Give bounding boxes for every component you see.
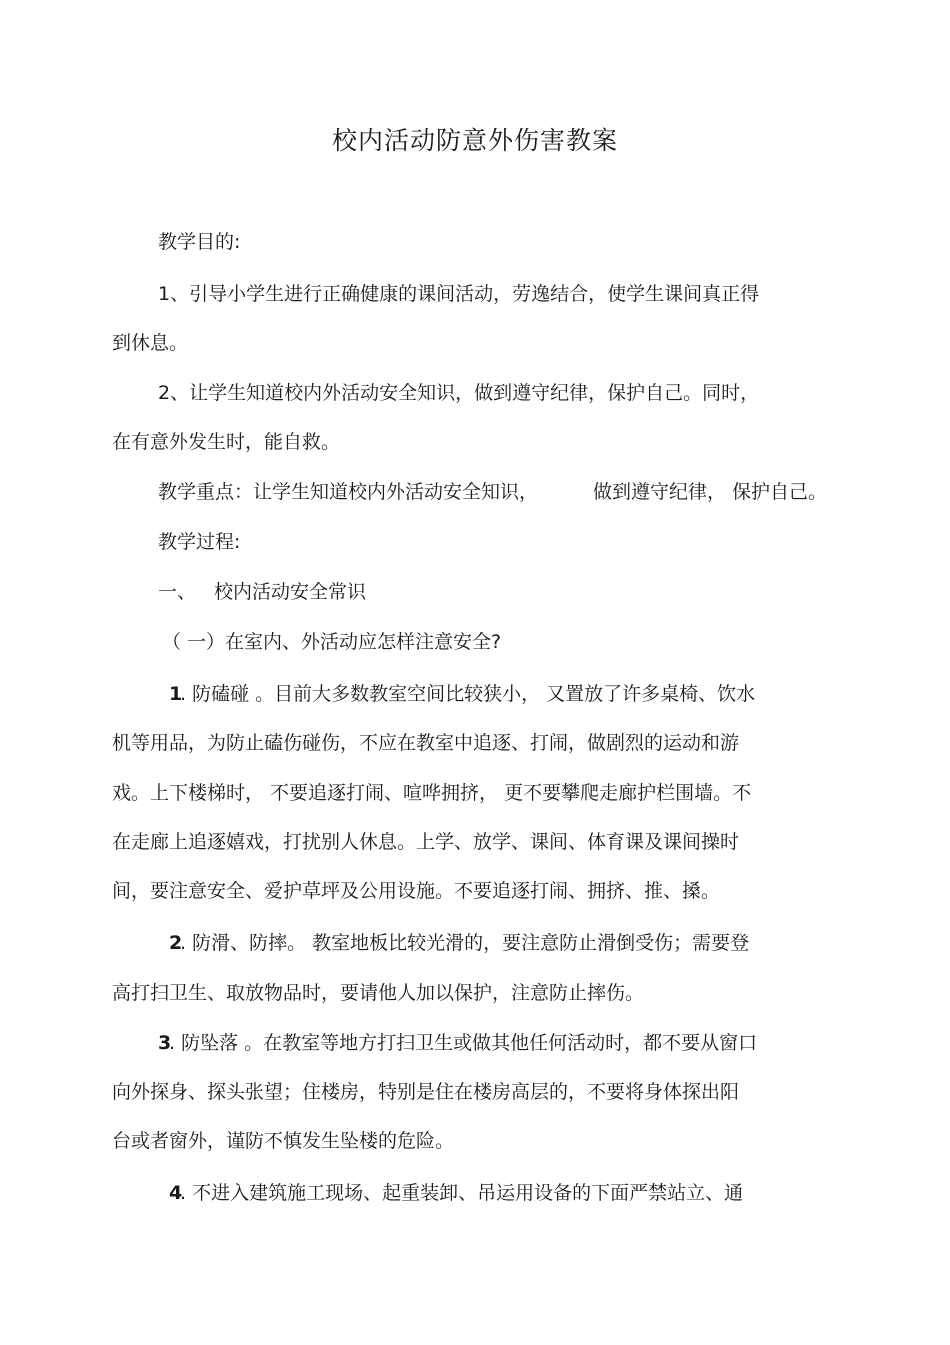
subsection-heading: （ 一）在室内、外活动应怎样注意安全? bbox=[162, 631, 502, 653]
paragraph-line: 到休息。 bbox=[112, 332, 189, 354]
paragraph-line: 机等用品，为防止磕伤碰伤，不应在教室中追逐、打闹，做剧烈的运动和游 bbox=[112, 732, 740, 754]
paragraph-line: 台或者窗外，谨防不慎发生坠楼的危险。 bbox=[112, 1130, 455, 1152]
item-number: 4 bbox=[169, 1182, 183, 1204]
paragraph-line: 做到遵守纪律， 保护自己。 bbox=[593, 481, 828, 503]
paragraph-line: . 防坠落 。在教室等地方打扫卫生或做其他任何活动时，都不要从窗口 bbox=[169, 1032, 758, 1054]
paragraph-line: 1、引导小学生进行正确健康的课间活动，劳逸结合，使学生课间真正得 bbox=[158, 283, 760, 305]
paragraph-line: 在有意外发生时，能自救。 bbox=[112, 431, 341, 453]
paragraph-line: . 防磕碰 。目前大多数教室空间比较狭小， 又置放了许多桌椅、饮水 bbox=[180, 683, 756, 705]
heading-number: 一、 bbox=[158, 581, 197, 603]
paragraph-line: 2、让学生知道校内外活动安全知识，做到遵守纪律，保护自己。同时， bbox=[158, 382, 760, 404]
paragraph-line: 间，要注意安全、爱护草坪及公用设施。不要追逐打闹、拥挤、推、搡。 bbox=[112, 880, 721, 902]
paragraph-line: 高打扫卫生、取放物品时，要请他人加以保护，注意防止摔伤。 bbox=[112, 982, 645, 1004]
item-number: 1 bbox=[169, 683, 183, 705]
section-heading: 校内活动安全常识 bbox=[214, 581, 367, 603]
paragraph-line: 向外探身、探头张望；住楼房，特别是住在楼房高层的，不要将身体探出阳 bbox=[112, 1081, 740, 1103]
item-number: 2 bbox=[169, 932, 183, 954]
section-label-objectives: 教学目的: bbox=[158, 231, 241, 253]
paragraph-line: . 不进入建筑施工现场、起重装卸、吊运用设备的下面严禁站立、通 bbox=[180, 1182, 744, 1204]
paragraph-line: 戏。上下楼梯时， 不要追逐打闹、喧哗拥挤， 更不要攀爬走廊护栏围墙。不 bbox=[112, 782, 752, 804]
section-label-process: 教学过程: bbox=[158, 531, 241, 553]
paragraph-line: . 防滑、防摔。 教室地板比较光滑的，要注意防止滑倒受伤；需要登 bbox=[180, 932, 750, 954]
paragraph-line: 教学重点：让学生知道校内外活动安全知识， bbox=[158, 481, 539, 503]
item-number: 3 bbox=[158, 1032, 172, 1054]
paragraph-line: 在走廊上追逐嬉戏，打扰别人休息。上学、放学、课间、体育课及课间操时 bbox=[112, 831, 740, 853]
document-title: 校内活动防意外伤害教案 bbox=[331, 126, 618, 155]
